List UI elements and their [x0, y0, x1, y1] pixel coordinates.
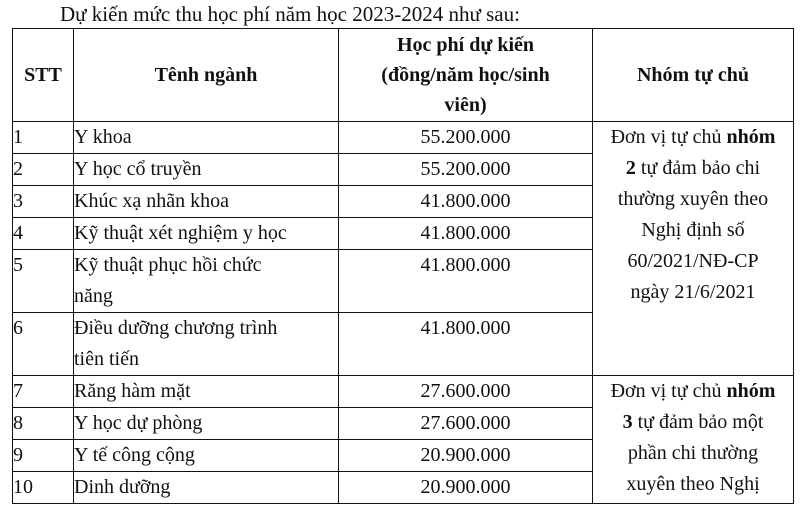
row-fee: 27.600.000	[339, 408, 593, 440]
tuition-fee-table	[12, 28, 794, 504]
major-name-line2: tiên tiến	[74, 348, 139, 370]
row-fee: 27.600.000	[339, 376, 593, 408]
group3-line2-bold: 3	[622, 411, 633, 433]
row-stt: 8	[13, 408, 74, 440]
row-fee: 55.200.000	[339, 122, 593, 154]
table-row	[13, 376, 794, 408]
major-name-line2: năng	[74, 285, 113, 307]
row-stt: 2	[13, 154, 74, 186]
row-stt: 6	[13, 313, 74, 376]
group2-line3: thường xuyên theo	[617, 188, 769, 210]
header-fee-line1: Học phí dự kiến	[396, 34, 535, 56]
row-fee: 55.200.000	[339, 154, 593, 186]
row-major-name: Răng hàm mặt	[74, 376, 339, 408]
group2-line2-bold: 2	[625, 157, 636, 179]
row-major-name: Dinh dưỡng	[74, 472, 339, 504]
row-stt: 5	[13, 250, 74, 313]
row-fee: 41.800.000	[339, 186, 593, 218]
group3-line4: xuyên theo Nghị	[626, 473, 760, 495]
header-stt: STT	[13, 29, 74, 122]
intro-text: Dự kiến mức thu học phí năm học 2023-2024 như sau:	[60, 2, 520, 26]
header-tuition-fee	[339, 29, 593, 122]
header-autonomy-group: Nhóm tự chủ	[593, 29, 794, 122]
row-major-name: Khúc xạ nhãn khoa	[74, 186, 339, 218]
autonomy-group-3	[593, 376, 794, 504]
major-name-line1: Điều dưỡng chương trình	[74, 317, 278, 339]
row-major-name	[74, 313, 339, 376]
group2-line1-bold: nhóm	[726, 126, 776, 148]
row-fee: 20.900.000	[339, 472, 593, 504]
row-stt: 3	[13, 186, 74, 218]
row-major-name	[74, 250, 339, 313]
row-stt: 4	[13, 218, 74, 250]
row-major-name: Y học dự phòng	[74, 408, 339, 440]
header-fee-line2: (đồng/năm học/sinh	[381, 64, 550, 86]
row-stt: 7	[13, 376, 74, 408]
row-stt: 10	[13, 472, 74, 504]
major-name-line1: Kỹ thuật phục hồi chức	[74, 254, 262, 276]
header-major-name: Tênh ngành	[74, 29, 339, 122]
group3-line2-text: tự đảm bảo một	[632, 411, 764, 433]
group3-line1-bold: nhóm	[726, 380, 776, 402]
row-stt: 9	[13, 440, 74, 472]
row-fee: 41.800.000	[339, 313, 593, 376]
table-row	[13, 122, 794, 154]
header-fee-line3: viên)	[444, 94, 487, 116]
row-fee: 41.800.000	[339, 218, 593, 250]
group3-line1-text: Đơn vị tự chủ	[610, 380, 727, 402]
group2-line1-text: Đơn vị tự chủ	[610, 126, 727, 148]
row-major-name: Y tế công cộng	[74, 440, 339, 472]
row-fee: 41.800.000	[339, 250, 593, 313]
group2-line2-text: tự đảm bảo chi	[635, 157, 761, 179]
row-major-name: Kỹ thuật xét nghiệm y học	[74, 218, 339, 250]
row-fee: 20.900.000	[339, 440, 593, 472]
group2-line5: 60/2021/NĐ-CP	[627, 250, 759, 272]
group2-line6: ngày 21/6/2021	[630, 281, 756, 303]
group3-line3: phần chi thường	[627, 442, 759, 464]
group2-line4: Nghị định số	[641, 219, 745, 241]
row-major-name: Y khoa	[74, 122, 339, 154]
autonomy-group-2	[593, 122, 794, 376]
row-major-name: Y học cổ truyền	[74, 154, 339, 186]
row-stt: 1	[13, 122, 74, 154]
table-header-row	[13, 29, 794, 122]
